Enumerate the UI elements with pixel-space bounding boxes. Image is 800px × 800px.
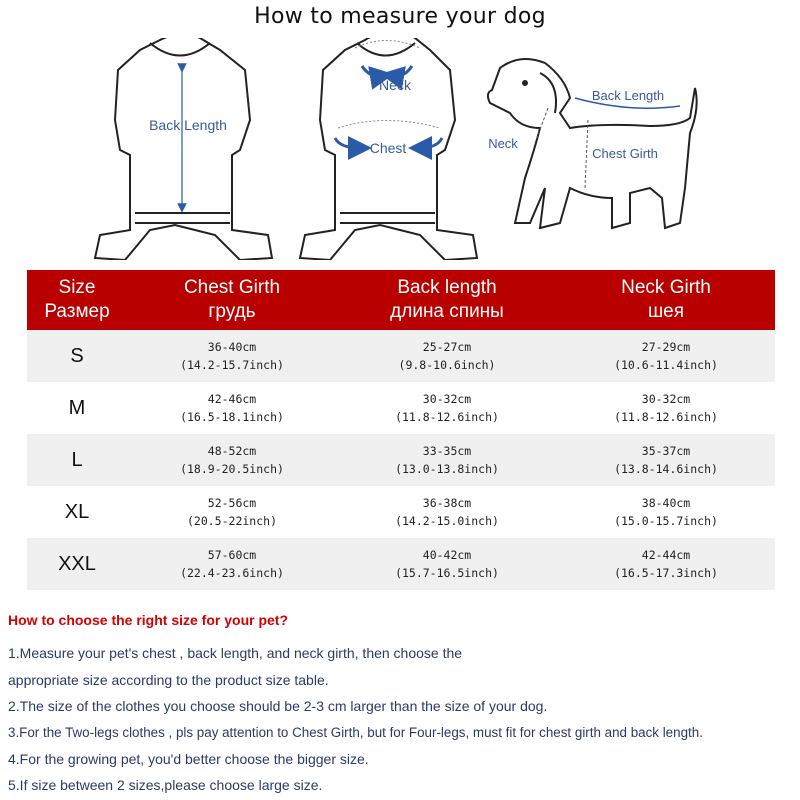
chest-arrow-right — [420, 138, 442, 148]
measurement-illustration — [0, 38, 800, 260]
chest-cell: 57-60cm (22.4-23.6inch) — [180, 548, 284, 580]
guide-line: 3.For the Two-legs clothes , pls pay attention to Chest Girth, but for Four-legs, must fit for chest girth and back length. — [8, 725, 703, 740]
header-neck-girth: Neck Girth шея — [621, 277, 711, 322]
size-cell: XL — [64, 500, 90, 523]
size-cell: L — [71, 448, 83, 471]
back-cell: 25-27cm (9.8-10.6inch) — [398, 340, 496, 372]
back-cell: 30-32cm (11.8-12.6inch) — [395, 392, 499, 424]
dog-chest-girth-label: Chest Girth — [592, 146, 658, 161]
header-chest-girth: Chest Girth грудь — [183, 277, 281, 322]
neck-cell: 27-29cm (10.6-11.4inch) — [614, 340, 718, 372]
header-size: Size Размер — [44, 277, 110, 322]
guide-line: 5.If size between 2 sizes,please choose large size. — [8, 777, 323, 793]
page-title: How to measure your dog — [254, 4, 546, 29]
size-cell: M — [68, 396, 86, 419]
dog-drawing — [488, 59, 697, 228]
dog-neck-label: Neck — [488, 136, 518, 151]
jumpsuit-back-drawing — [95, 38, 272, 260]
chest-cell: 48-52cm (18.9-20.5inch) — [180, 444, 284, 476]
chest-arrow-left — [335, 138, 360, 148]
size-guide-heading: How to choose the right size for your pet? — [8, 612, 289, 628]
neck-cell: 30-32cm (11.8-12.6inch) — [614, 392, 718, 424]
table-header — [27, 270, 775, 330]
size-cell: XXL — [58, 552, 96, 575]
neck-cell: 38-40cm (15.0-15.7inch) — [614, 496, 718, 528]
back-cell: 33-35cm (13.0-13.8inch) — [395, 444, 499, 476]
jumpsuit-chest-label: Chest — [369, 140, 407, 156]
size-chart-table — [27, 270, 775, 590]
neck-arrow-right — [392, 66, 412, 76]
back-cell: 40-42cm (15.7-16.5inch) — [395, 548, 499, 580]
neck-cell: 42-44cm (16.5-17.3inch) — [614, 548, 718, 580]
guide-line: appropriate size according to the product size table. — [8, 672, 329, 688]
table-row — [27, 434, 775, 486]
dog-back-length-label: Back Length — [591, 88, 665, 103]
jumpsuit-neck-label: Neck — [379, 77, 411, 93]
guide-line: 1.Measure your pet's chest , back length, and neck girth, then choose the — [8, 645, 463, 661]
header-back-length: Back length длина спины — [390, 277, 504, 322]
table-row — [27, 538, 775, 590]
neck-arrow-left — [362, 66, 382, 76]
guide-line: 4.For the growing pet, you'd better choose the bigger size. — [8, 751, 369, 767]
table-row — [27, 330, 775, 382]
jumpsuit-back-label: Back Length — [149, 117, 227, 133]
chest-cell: 52-56cm (20.5-22inch) — [186, 496, 277, 528]
neck-cell: 35-37cm (13.8-14.6inch) — [614, 444, 718, 476]
guide-line: 2.The size of the clothes you choose should be 2-3 cm larger than the size of your dog. — [8, 698, 548, 714]
table-row — [27, 382, 775, 434]
chest-cell: 36-40cm (14.2-15.7inch) — [180, 340, 284, 372]
table-row — [27, 486, 775, 538]
back-cell: 36-38cm (14.2-15.0inch) — [395, 496, 499, 528]
chest-cell: 42-46cm (16.5-18.1inch) — [180, 392, 284, 424]
size-cell: S — [70, 344, 84, 367]
